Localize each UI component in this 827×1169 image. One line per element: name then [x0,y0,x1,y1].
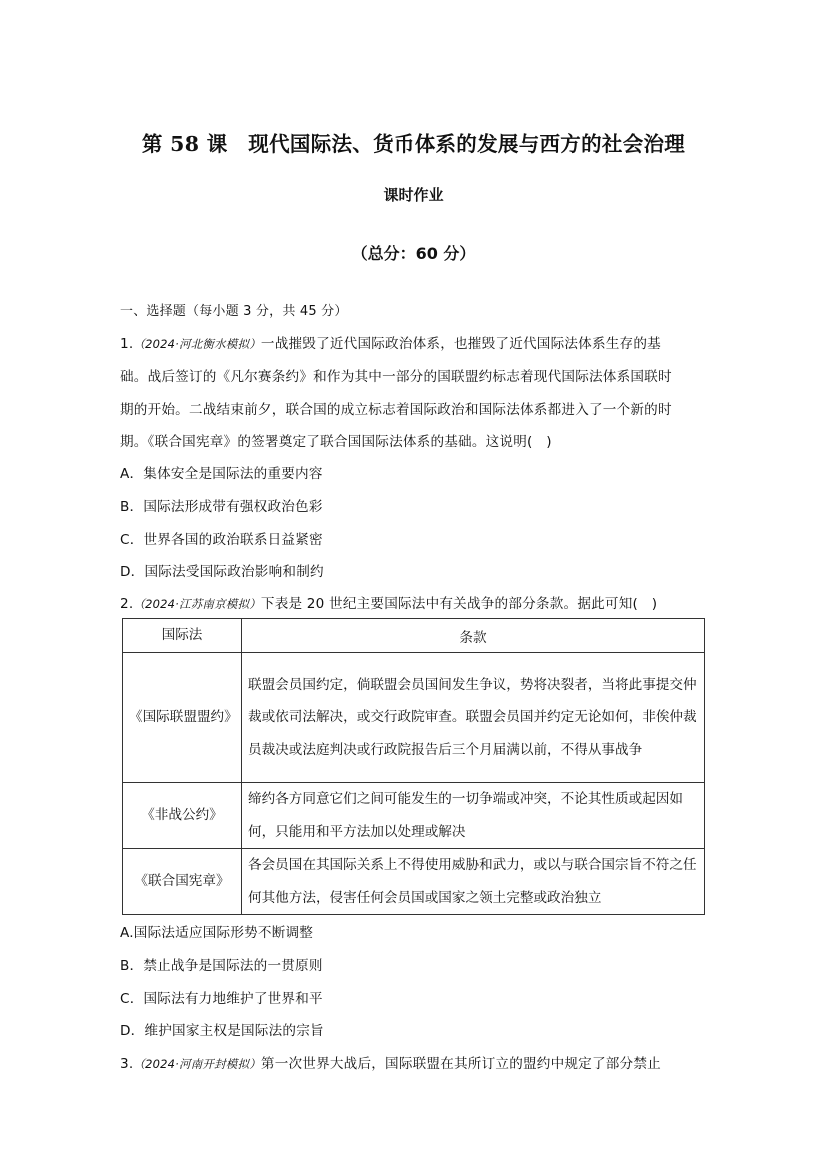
section-heading: 一、选择题（每小题 3 分，共 45 分） [120,304,348,319]
q3-text: 第一次世界大战后，国际联盟在其所订立的盟约中规定了部分禁止 [260,1056,661,1072]
q1-option-b: B．国际法形成带有强权政治色彩 [120,499,323,515]
law-clause: 联盟会员国约定，倘联盟会员国间发生争议，势将决裂者，当将此事提交仲裁或依司法解决，或交行政院审查。联盟会员国并约定无论如何，非俟仲裁员裁决或法庭判决或行政院报告后三个月届满以前，不得从事战争 [242,653,705,783]
table-header-row [123,619,705,653]
q1-option-a: A．集体安全是国际法的重要内容 [120,466,323,482]
q2-number: 2. [120,596,134,612]
header-law: 国际法 [123,619,242,653]
law-name: 《国际联盟盟约》 [123,653,242,783]
q1-source: （2024·河北衡水模拟） [133,337,261,351]
q2-option-b: B．禁止战争是国际法的一贯原则 [120,958,323,974]
q1-line: 期。《联合国宪章》的签署奠定了联合国国际法体系的基础。这说明( ) [120,434,552,450]
header-clause: 条款 [242,619,705,653]
page-title: 第 58 课 现代国际法、货币体系的发展与西方的社会治理 [141,132,686,156]
subtitle: 课时作业 [383,186,444,204]
q2-option-c: C．国际法有力地维护了世界和平 [120,991,323,1007]
q1-number: 1. [120,336,134,352]
total-score: （总分：60 分） [351,244,476,263]
law-clause: 各会员国在其国际关系上不得使用威胁和武力，或以与联合国宗旨不符之任何其他方法，侵害任何会员国或国家之领土完整或政治独立 [242,849,705,915]
q1-line [120,332,661,352]
table-row [123,849,705,915]
q2-text: 下表是 20 世纪主要国际法中有关战争的部分条款。据此可知( ) [260,596,658,612]
q2-stem [120,592,657,612]
q1-text: 一战摧毁了近代国际政治体系，也摧毁了近代国际法体系生存的基 [260,336,661,352]
q3-number: 3. [120,1056,134,1072]
q2-option-a: A.国际法适应国际形势不断调整 [120,925,314,941]
q1-option-d: D．国际法受国际政治影响和制约 [120,564,324,580]
q2-option-d: D．维护国家主权是国际法的宗旨 [120,1023,324,1039]
q1-option-c: C．世界各国的政治联系日益紧密 [120,532,323,548]
q1-line: 础。战后签订的《凡尔赛条约》和作为其中一部分的国联盟约标志着现代国际法体系国联时 [120,369,672,385]
law-name: 《非战公约》 [123,783,242,849]
q3-source: （2024·河南开封模拟） [133,1057,261,1071]
law-clause: 缔约各方同意它们之间可能发生的一切争端或冲突，不论其性质或起因如何，只能用和平方法加以处理或解决 [242,783,705,849]
q2-source: （2024·江苏南京模拟） [133,597,261,611]
table-row [123,783,705,849]
question-3 [120,1052,661,1072]
law-name: 《联合国宪章》 [123,849,242,915]
q1-line: 期的开始。二战结束前夕，联合国的成立标志着国际政治和国际法体系都进入了一个新的时 [120,402,672,418]
law-table [122,618,705,915]
table-row [123,653,705,783]
